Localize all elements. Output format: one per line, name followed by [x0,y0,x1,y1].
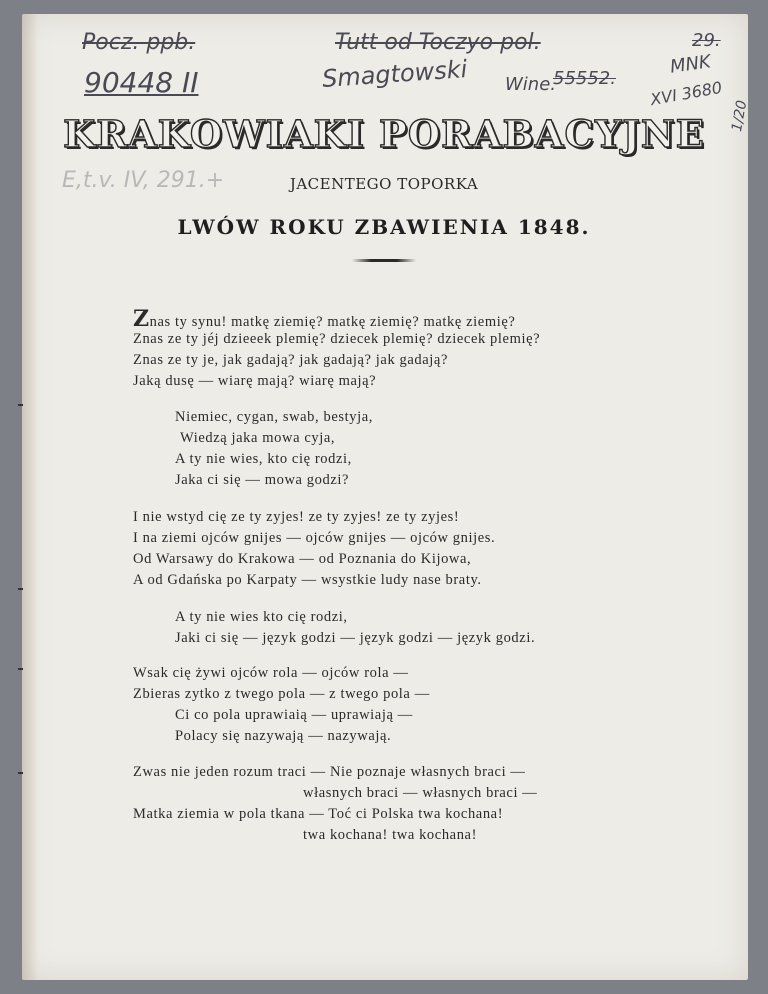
annotation-fraction: 1/20 [729,99,751,133]
refrain-line: Jaki ci się — język godzi — język godzi — język godzi. [175,630,536,646]
annotation-note: Wine. [505,74,557,95]
annotation-museum-mark: MNK [668,51,713,78]
verse-line: Zbieras zytko z twego pola — z twego pola — [133,686,430,702]
verse-line: Od Warsawy do Krakowa — od Poznania do Kijowa, [133,551,472,567]
annotation-catalog-number: 90448 II [84,66,199,99]
verse-line: Znas ze ty je, jak gadają? jak gadają? jak gadają? [133,352,449,368]
verse-line: Wsak cię żywi ojców rola — ojców rola — [133,665,409,681]
annotation-signature: Smagtowski [321,54,469,94]
verse-line: Polacy się nazywają — nazywają. [175,728,392,744]
verse-line: A od Gdańska po Karpaty — wsystkie ludy nase braty. [133,572,482,588]
margin-tick [18,588,23,590]
verse-text: nas ty synu! matkę ziemię? matkę ziemię? matkę ziemię? [149,314,516,330]
verse-line: własnych braci — własnych braci — [303,785,538,801]
author-line: JACENTEGO TOPORKA [289,175,479,193]
refrain-line: Niemiec, cygan, swab, bestyja, [175,409,373,425]
verse-line: twa kochana! twa kochana! [303,827,478,843]
verse-line: Matka ziemia w pola tkana — Toć ci Polska twa kochana! [133,806,504,822]
ornamental-rule [352,259,416,262]
refrain-line: Wiedzą jaka mowa cyja, [180,430,336,446]
refrain-line: Jaka ci się — mowa godzi? [175,472,350,488]
verse-line: Znas ze ty jéj dzieeek plemię? dziecek plemię? dziecek plemię? [133,331,541,347]
annotation-page-number: 29. [692,30,721,51]
refrain-line: A ty nie wies, kto cię rodzi, [175,451,352,467]
verse-line: I na ziemi ojców gnijes — ojców gnijes — ojców gnijes. [133,530,496,546]
verse-line: I nie wstyd cię ze ty zyjes! ze ty zyjes! ze ty zyjes! [133,509,460,525]
refrain-line: A ty nie wies kto cię rodzi, [175,609,348,625]
annotation-struck-center: Tutt od Toczyo pol. [335,30,541,55]
verse-line: Ci co pola uprawiaią — uprawiają — [175,707,413,723]
verse-line: Zwas nie jeden rozum traci — Nie poznaje własnych braci — [133,764,526,780]
drop-cap: Z [133,306,150,332]
annotation-struck-number: 55552. [553,68,616,89]
margin-tick [18,404,23,406]
document-title: KRAKOWIAKI PORABACYJNE [63,112,705,156]
imprint-line: LWÓW ROKU ZBAWIENIA 1848. [177,215,591,239]
margin-tick [18,668,23,670]
annotation-top-left: Pocz. ppb. [82,30,196,55]
verse-line [133,308,515,331]
annotation-inventory-number: XVI 3680 [648,77,724,110]
margin-tick [18,772,23,774]
verse-line: Jaką dusę — wiarę mają? wiarę mają? [133,373,377,389]
annotation-left-margin: E,t.v. IV, 291.+ [62,168,225,193]
